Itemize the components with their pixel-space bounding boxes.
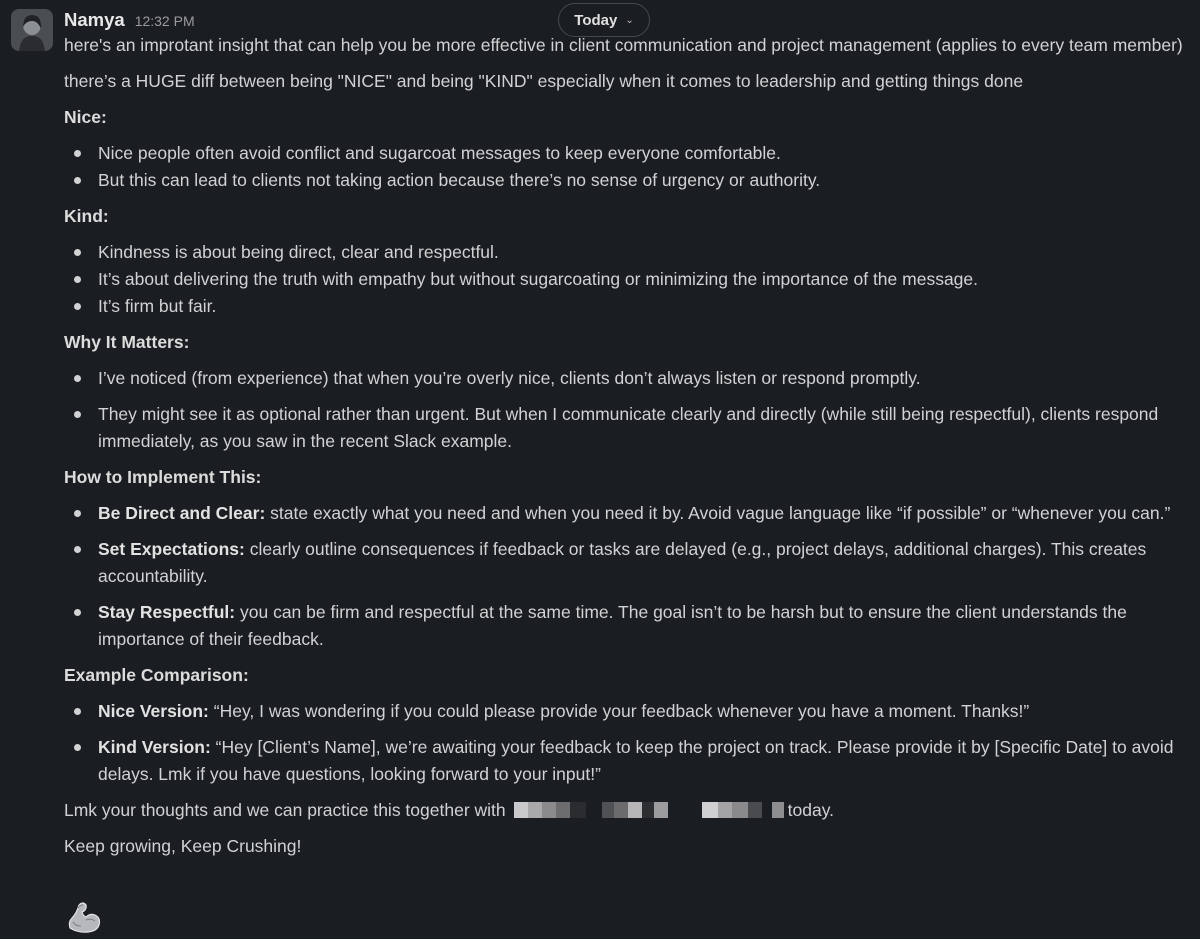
redacted-mention	[506, 800, 788, 820]
list-item-text: state exactly what you need and when you need it by. Avoid vague language like “if possible” or “whenever you can.”	[265, 503, 1171, 523]
list-item: It’s about delivering the truth with empathy but without sugarcoating or minimizing the importance of the message.	[64, 266, 1194, 293]
author-name[interactable]: Namya	[64, 9, 125, 30]
nice-list	[64, 140, 1194, 194]
section-heading-nice: Nice:	[64, 107, 107, 127]
list-item: They might see it as optional rather than urgent. But when I communicate clearly and directly (while still being respectful), clients respond immediately, as you saw in the recent Slack example.	[64, 401, 1194, 455]
list-item-label: Be Direct and Clear:	[98, 503, 266, 523]
list-item-label: Kind Version:	[98, 737, 211, 757]
example-list	[64, 698, 1194, 788]
list-item: It’s firm but fair.	[64, 293, 1194, 320]
list-item-label: Stay Respectful:	[98, 602, 236, 622]
thesis-text: there’s a HUGE diff between being "NICE" and being "KIND" especially when it comes to leadership and getting things done	[64, 71, 1024, 91]
list-item	[64, 698, 1194, 725]
intro-text: here's an improtant insight that can help you be more effective in client communication and project management (applies to every team member)	[64, 35, 1183, 55]
flexed-biceps-icon	[64, 898, 104, 938]
list-item	[64, 599, 1194, 653]
avatar[interactable]	[11, 9, 53, 51]
message-timestamp[interactable]: 12:32 PM	[134, 13, 195, 29]
how-list	[64, 500, 1194, 653]
list-item-text: you can be firm and respectful at the same time. The goal isn’t to be harsh but to ensure the client understands the importance of their feedback.	[98, 602, 1127, 649]
list-item-text: clearly outline consequences if feedback or tasks are delayed (e.g., project delays, additional charges). This creates accountability.	[98, 539, 1147, 586]
section-heading-example: Example Comparison:	[64, 665, 249, 685]
list-item: Nice people often avoid conflict and sugarcoat messages to keep everyone comfortable.	[64, 140, 1194, 167]
list-item: Kindness is about being direct, clear and respectful.	[64, 239, 1194, 266]
list-item-label: Set Expectations:	[98, 539, 245, 559]
kind-list	[64, 239, 1194, 320]
closing-text-after: today.	[787, 800, 835, 820]
list-item	[64, 500, 1194, 527]
list-item-text: “Hey, I was wondering if you could please provide your feedback whenever you have a moment. Thanks!”	[208, 701, 1030, 721]
date-divider-label: Today	[574, 11, 618, 29]
closing-text-before: Lmk your thoughts and we can practice this together with	[64, 800, 506, 820]
list-item: But this can lead to clients not taking action because there’s no sense of urgency or authority.	[64, 167, 1194, 194]
section-heading-how: How to Implement This:	[64, 467, 262, 487]
list-item	[64, 536, 1194, 590]
chevron-down-icon: ⌄	[625, 14, 634, 26]
message-body	[64, 32, 1194, 869]
list-item-label: Nice Version:	[98, 701, 209, 721]
why-list	[64, 365, 1194, 455]
signoff-text: Keep growing, Keep Crushing!	[64, 836, 302, 856]
list-item: I’ve noticed (from experience) that when you’re overly nice, clients don’t always listen or respond promptly.	[64, 365, 1194, 392]
avatar-photo-icon	[11, 9, 53, 51]
list-item	[64, 734, 1194, 788]
closing-line	[64, 797, 1194, 824]
list-item-text: “Hey [Client’s Name], we’re awaiting your feedback to keep the project on track. Please provide it by [Specific Date] to avoid delays. Lmk if you have questions, looking forward to your input!”	[98, 737, 1174, 784]
section-heading-why: Why It Matters:	[64, 332, 190, 352]
section-heading-kind: Kind:	[64, 206, 109, 226]
message-header	[64, 6, 195, 32]
